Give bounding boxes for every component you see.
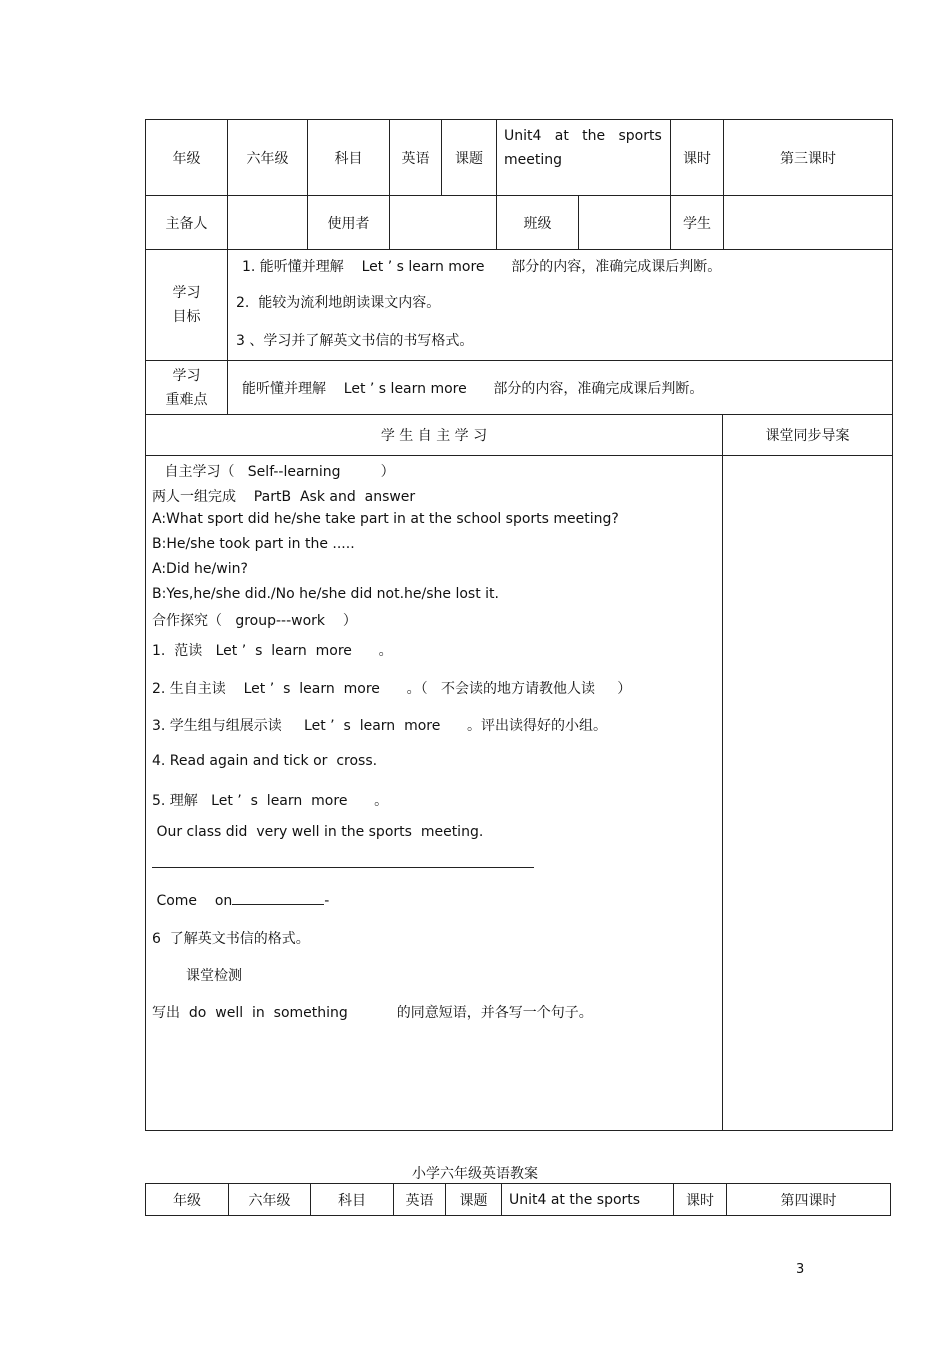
class-label: 班级 xyxy=(497,196,579,250)
goals-label-line2: 目标 xyxy=(172,309,201,325)
difficulty-label-line2: 重难点 xyxy=(165,391,208,408)
difficulty-label-line1: 学习 xyxy=(172,367,201,384)
difficulty-label xyxy=(146,361,228,415)
topic-value-line2: meeting xyxy=(504,152,563,168)
grade-value-2: 六年级 xyxy=(229,1184,311,1216)
student-label: 学生 xyxy=(671,196,724,250)
goal-item-2: 2. 能较为流利地朗读课文内容。 xyxy=(236,295,441,311)
answer-blank-line xyxy=(152,867,534,868)
topic-value-line1: Unit4 at the sports xyxy=(504,128,662,144)
come-on-blank xyxy=(232,890,324,905)
example-sentence: Our class did very well in the sports meeting. xyxy=(152,824,484,840)
difficulty-content: 能听懂并理解 Let ’ s learn more 部分的内容，准确完成课后判断。 xyxy=(228,361,893,415)
test-task: 写出 do well in something 的同意短语，并各写一个句子。 xyxy=(152,1005,593,1021)
student-value xyxy=(724,196,893,250)
page-number: 3 xyxy=(796,1262,805,1277)
preparer-value xyxy=(228,196,308,250)
topic-label: 课题 xyxy=(442,120,497,196)
subject-label: 科目 xyxy=(308,120,390,196)
next-lesson-caption: 小学六年级英语教案 xyxy=(412,1166,538,1182)
goals-content xyxy=(228,250,893,361)
subject-value: 英语 xyxy=(390,120,442,196)
goal-item-3: 3 、学习并了解英文书信的书写格式。 xyxy=(236,333,474,349)
grade-value: 六年级 xyxy=(228,120,308,196)
lesson-info-table xyxy=(145,119,893,415)
next-lesson-info-table xyxy=(145,1183,891,1216)
pair-work-instruction: 两人一组完成 PartB Ask and answer xyxy=(152,489,416,505)
topic-label-2: 课题 xyxy=(446,1184,502,1216)
period-label-2: 课时 xyxy=(674,1184,727,1216)
step-6: 6 了解英文书信的格式。 xyxy=(152,931,310,947)
subject-value-2: 英语 xyxy=(394,1184,446,1216)
dialogue-line-1: A:What sport did he/she take part in at the school sports meeting? xyxy=(152,511,619,527)
goals-label-line1: 学习 xyxy=(172,285,201,301)
group-work-title: 合作探究（ group---work ） xyxy=(152,613,357,629)
self-learning-title: 自主学习（ Self--learning ） xyxy=(160,464,395,480)
classroom-test-title: 课堂检测 xyxy=(186,968,242,984)
dialogue-line-4: B:Yes,he/she did./No he/she did not.he/she lost it. xyxy=(152,586,499,602)
user-value xyxy=(390,196,497,250)
step-3: 3. 学生组与组展示读 Let ’ s learn more 。评出读得好的小组。 xyxy=(152,718,608,734)
topic-value xyxy=(497,120,671,196)
subject-label-2: 科目 xyxy=(311,1184,394,1216)
period-value-2: 第四课时 xyxy=(727,1184,891,1216)
classroom-guide-header: 课堂同步导案 xyxy=(723,415,893,456)
step-5: 5. 理解 Let ’ s learn more 。 xyxy=(152,793,389,809)
dialogue-line-2: B:He/she took part in the ..... xyxy=(152,536,355,552)
come-on-line xyxy=(152,890,329,909)
user-label: 使用者 xyxy=(308,196,390,250)
come-on-text: Come on xyxy=(152,893,233,909)
period-label: 课时 xyxy=(671,120,724,196)
goal-item-1: 1. 能听懂并理解 Let ’ s learn more 部分的内容，准确完成课后判断。 xyxy=(242,259,722,275)
classroom-guide-body xyxy=(723,456,893,1131)
come-on-end: - xyxy=(324,893,330,909)
self-study-header: 学 生 自 主 学 习 xyxy=(146,415,723,456)
period-value: 第三课时 xyxy=(724,120,893,196)
step-4: 4. Read again and tick or cross. xyxy=(152,753,378,769)
grade-label: 年级 xyxy=(146,120,228,196)
topic-value-2: Unit4 at the sports xyxy=(502,1184,674,1216)
dialogue-line-3: A:Did he/win? xyxy=(152,561,248,577)
grade-label-2: 年级 xyxy=(146,1184,229,1216)
goals-label xyxy=(146,250,228,361)
preparer-label: 主备人 xyxy=(146,196,228,250)
step-1: 1. 范读 Let ’ s learn more 。 xyxy=(152,643,393,659)
step-2: 2. 生自主读 Let ’ s learn more 。（ 不会读的地方请教他人读 ） xyxy=(152,681,632,697)
class-value xyxy=(579,196,671,250)
